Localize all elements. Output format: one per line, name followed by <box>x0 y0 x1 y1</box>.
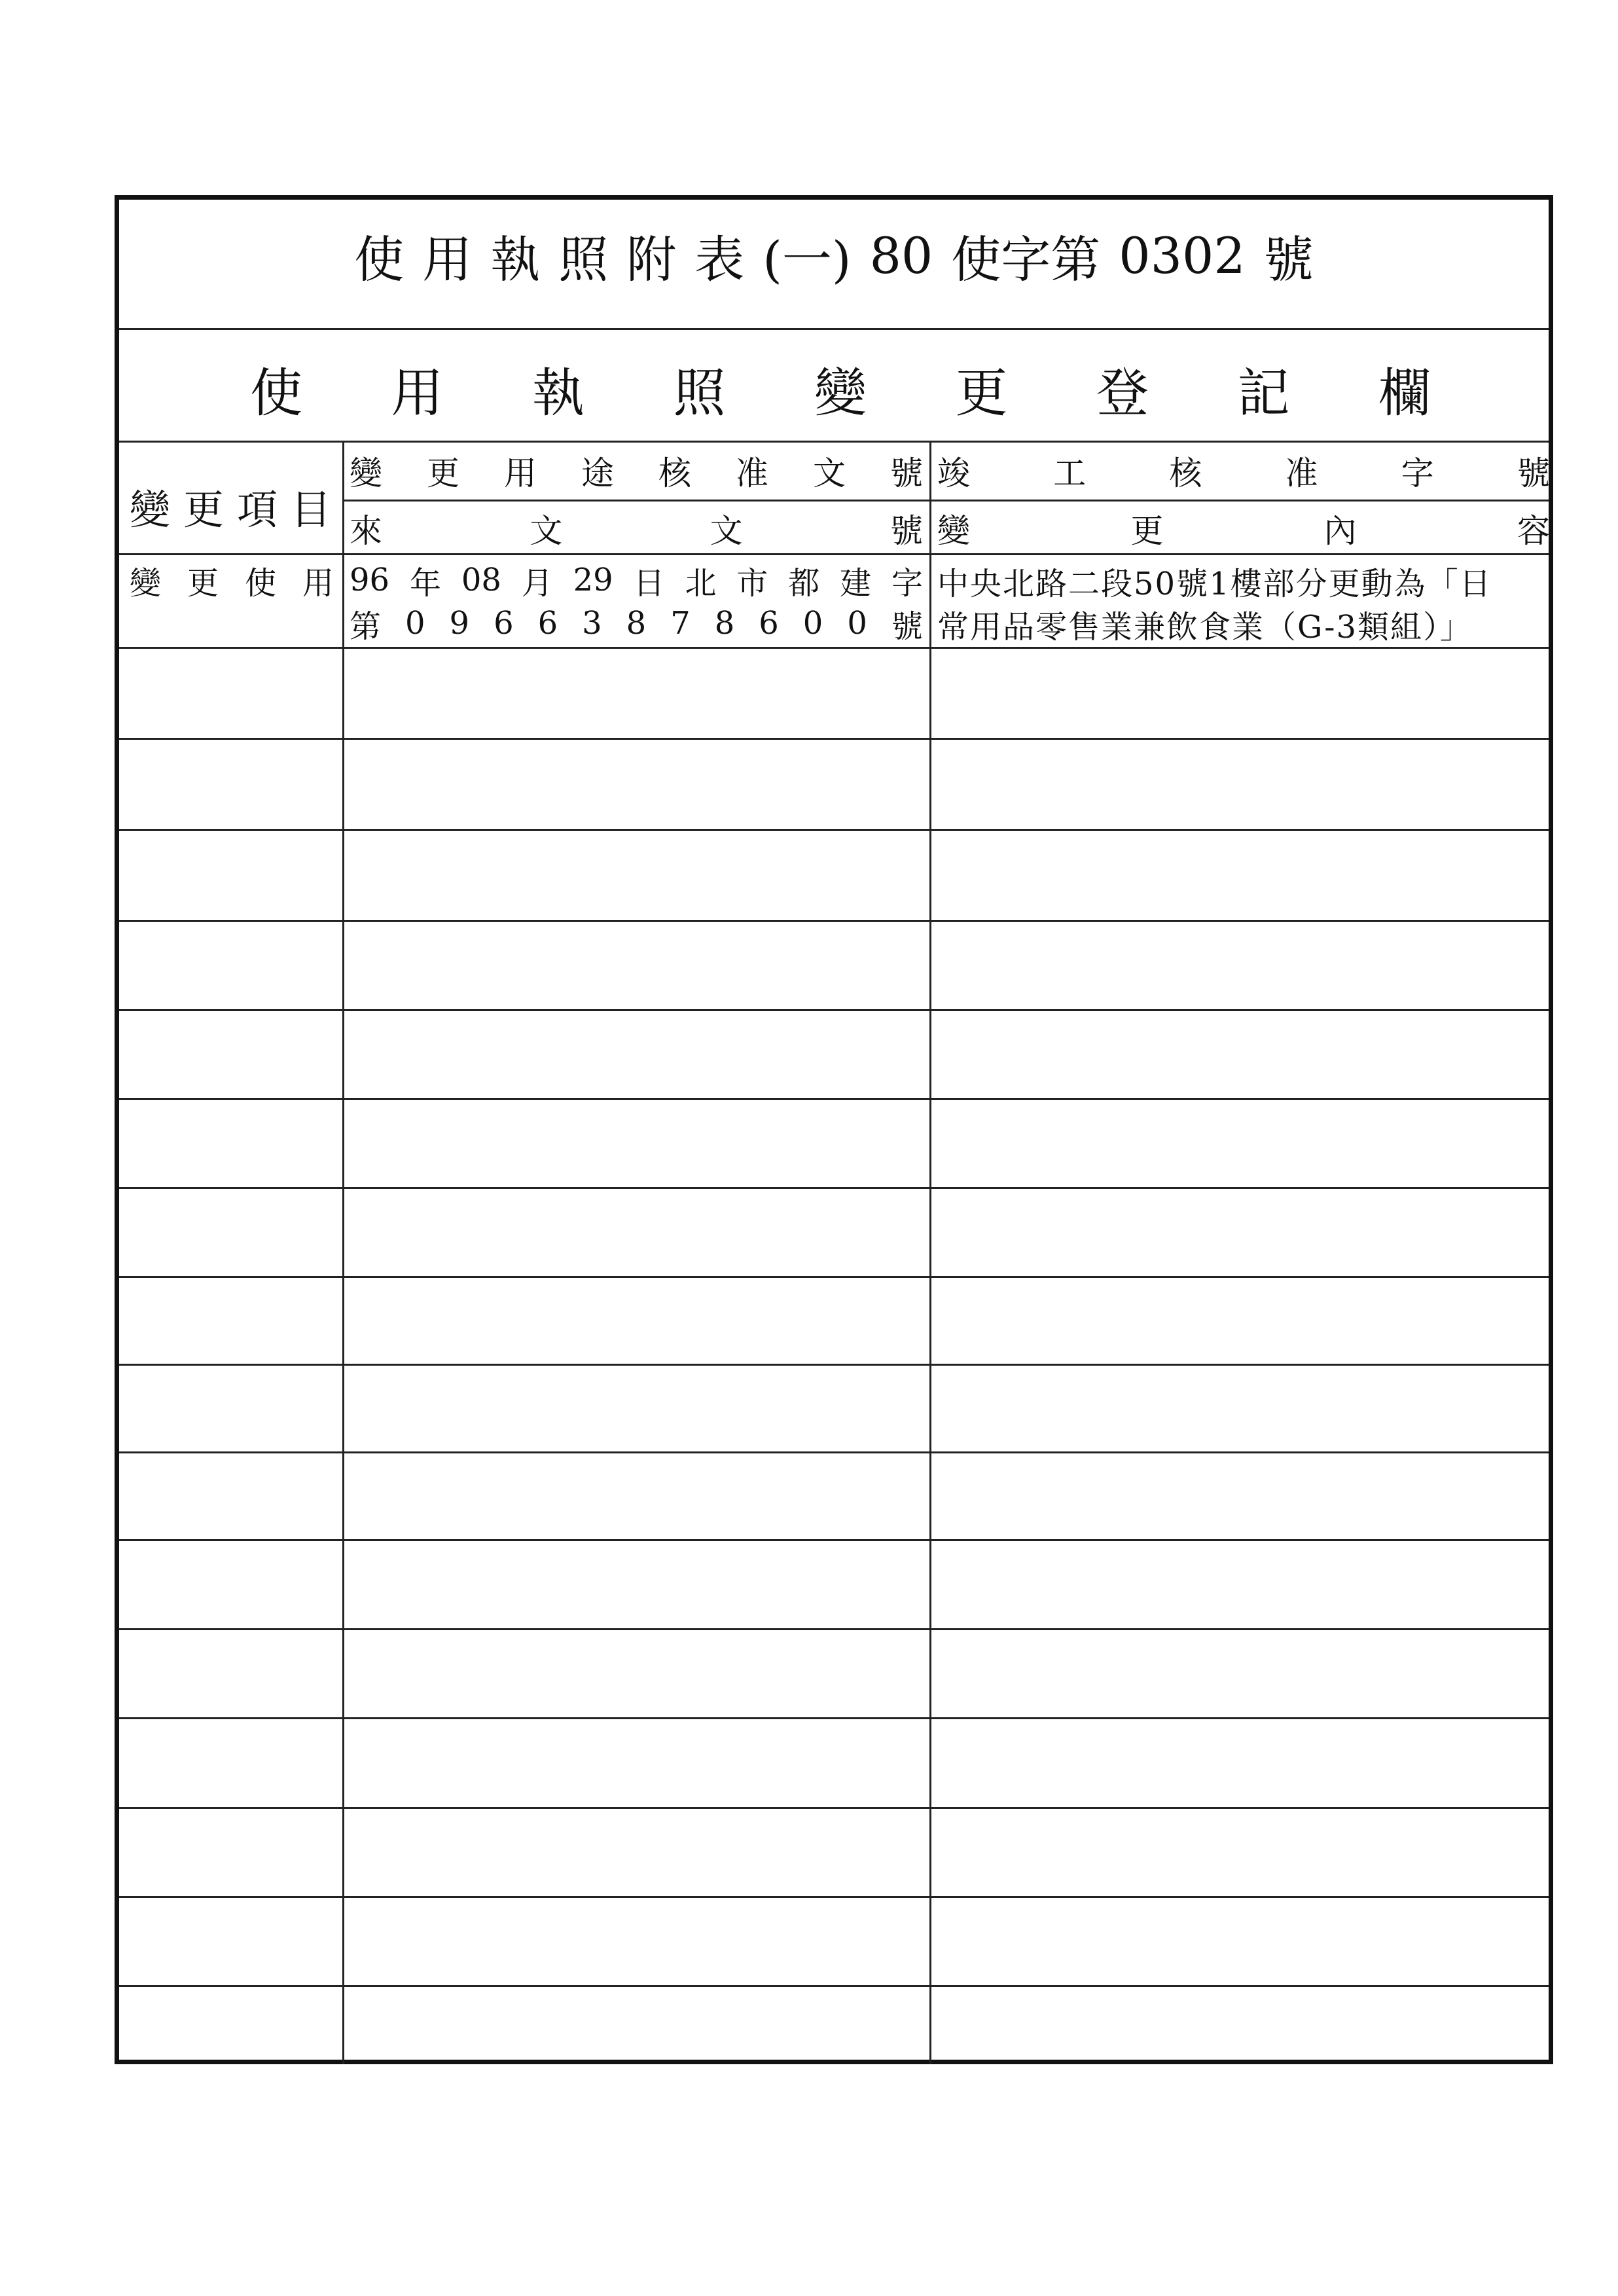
approval-line-2-glyph: 號 <box>891 608 923 645</box>
header-incoming-document-no <box>350 502 923 555</box>
content-header-glyph: 內 <box>1323 512 1357 550</box>
form-subtitle <box>250 349 1431 428</box>
incoming-no-glyph: 來 <box>350 512 382 550</box>
title-glyph: 使 <box>354 230 404 289</box>
subtitle-glyph: 更 <box>955 362 1008 424</box>
divider-row <box>119 1717 1549 1719</box>
approval-line-1-glyph: 96 <box>350 562 390 598</box>
approval-line-2-glyph: 0 <box>847 605 867 642</box>
content-header-glyph: 容 <box>1517 512 1550 550</box>
header-approval-document-no <box>350 445 923 497</box>
title-glyph: (一) <box>763 230 852 289</box>
approval-line-1-glyph: 29 <box>573 562 613 598</box>
entry-approval-line-1 <box>350 558 923 602</box>
approval-line-1-glyph: 建 <box>840 564 872 602</box>
divider-row <box>119 1276 1549 1278</box>
subtitle-glyph: 變 <box>814 362 867 424</box>
subtitle-glyph: 照 <box>673 362 726 424</box>
title-glyph: 號 <box>1263 230 1314 289</box>
approval-line-2-glyph: 0 <box>802 605 823 642</box>
title-glyph: 表 <box>694 230 745 289</box>
approval-line-1-glyph: 年 <box>409 564 441 602</box>
subtitle-glyph: 登 <box>1096 362 1149 424</box>
divider-row <box>119 1364 1549 1366</box>
completion-no-glyph: 字 <box>1401 454 1434 492</box>
entry-content-line-1: 中央北路二段50號1樓部分更動為「日 <box>937 566 1492 602</box>
divider-row <box>119 1985 1549 1987</box>
title-glyph: 使字第 <box>951 230 1101 289</box>
approval-no-glyph: 文 <box>813 454 846 492</box>
approval-no-glyph: 途 <box>581 454 614 492</box>
usage-license-appendix-form <box>115 195 1553 2064</box>
approval-no-glyph: 號 <box>890 454 923 492</box>
approval-line-2-glyph: 9 <box>449 605 470 642</box>
approval-line-2-glyph: 6 <box>759 605 779 642</box>
approval-line-1-glyph: 北 <box>685 564 717 602</box>
divider-row <box>119 1451 1549 1453</box>
item-label-glyph: 項 <box>236 485 278 534</box>
item-label-glyph: 目 <box>290 485 331 534</box>
item-label-glyph: 變 <box>130 485 171 534</box>
divider-title <box>119 328 1549 330</box>
entry-change-item <box>130 558 334 602</box>
header-change-item <box>126 454 335 558</box>
completion-no-glyph: 工 <box>1053 454 1087 492</box>
approval-line-1-glyph: 08 <box>461 562 501 598</box>
divider-row <box>119 1009 1549 1011</box>
divider-header-mid <box>342 500 1549 501</box>
entry-content-line-2: 常用品零售業兼飲食業（G-3類組）」 <box>937 609 1473 645</box>
approval-line-2-glyph: 0 <box>405 605 425 642</box>
divider-row <box>119 1628 1549 1630</box>
completion-no-glyph: 竣 <box>937 454 970 492</box>
entry-item-glyph: 用 <box>302 564 334 602</box>
approval-line-2-glyph: 3 <box>582 605 602 642</box>
title-glyph: 80 <box>869 226 933 285</box>
completion-no-glyph: 准 <box>1285 454 1318 492</box>
approval-line-2-glyph: 8 <box>626 605 647 642</box>
approval-no-glyph: 准 <box>736 454 768 492</box>
title-glyph: 附 <box>626 230 677 289</box>
divider-row <box>119 1539 1549 1541</box>
approval-no-glyph: 用 <box>504 454 537 492</box>
column-divider-1 <box>342 441 344 2064</box>
title-glyph: 0302 <box>1119 226 1246 285</box>
incoming-no-glyph: 文 <box>710 512 743 550</box>
approval-line-2-glyph: 8 <box>714 605 735 642</box>
approval-no-glyph: 核 <box>658 454 691 492</box>
entry-item-glyph: 更 <box>187 564 219 602</box>
item-label-glyph: 更 <box>183 485 224 534</box>
approval-line-2-glyph: 6 <box>494 605 514 642</box>
divider-entry-1 <box>119 647 1549 649</box>
entry-item-glyph: 變 <box>130 564 162 602</box>
approval-no-glyph: 變 <box>350 454 382 492</box>
entry-item-glyph: 使 <box>244 564 276 602</box>
completion-no-glyph: 號 <box>1517 454 1550 492</box>
title-glyph: 照 <box>558 230 609 289</box>
approval-line-2-glyph: 第 <box>350 608 382 645</box>
content-header-glyph: 變 <box>937 512 970 550</box>
divider-row <box>119 738 1549 740</box>
subtitle-glyph: 用 <box>391 362 444 424</box>
title-glyph: 用 <box>422 230 473 289</box>
incoming-no-glyph: 號 <box>890 512 923 550</box>
approval-line-2-glyph: 6 <box>537 605 558 642</box>
header-completion-approval-no <box>937 445 1550 497</box>
approval-line-1-glyph: 市 <box>736 564 768 602</box>
approval-line-1-glyph: 月 <box>521 564 553 602</box>
completion-no-glyph: 核 <box>1169 454 1202 492</box>
divider-row <box>119 1896 1549 1898</box>
subtitle-glyph: 欄 <box>1378 362 1431 424</box>
approval-line-2-glyph: 7 <box>670 605 691 642</box>
entry-approval-line-2 <box>350 602 923 645</box>
form-title <box>119 219 1549 291</box>
divider-row <box>119 920 1549 922</box>
content-header-glyph: 更 <box>1130 512 1164 550</box>
approval-line-1-glyph: 日 <box>633 564 665 602</box>
divider-row <box>119 1187 1549 1189</box>
column-divider-2 <box>929 441 931 2064</box>
divider-row <box>119 1807 1549 1809</box>
approval-no-glyph: 更 <box>427 454 459 492</box>
title-glyph: 執 <box>490 230 541 289</box>
subtitle-glyph: 執 <box>532 362 584 424</box>
divider-subtitle <box>119 441 1549 443</box>
subtitle-glyph: 記 <box>1237 362 1290 424</box>
approval-line-1-glyph: 字 <box>891 564 923 602</box>
divider-row <box>119 829 1549 831</box>
approval-line-1-glyph: 都 <box>788 564 820 602</box>
incoming-no-glyph: 文 <box>530 512 563 550</box>
subtitle-glyph: 使 <box>250 362 302 424</box>
divider-row <box>119 1098 1549 1100</box>
header-change-content <box>937 502 1550 555</box>
